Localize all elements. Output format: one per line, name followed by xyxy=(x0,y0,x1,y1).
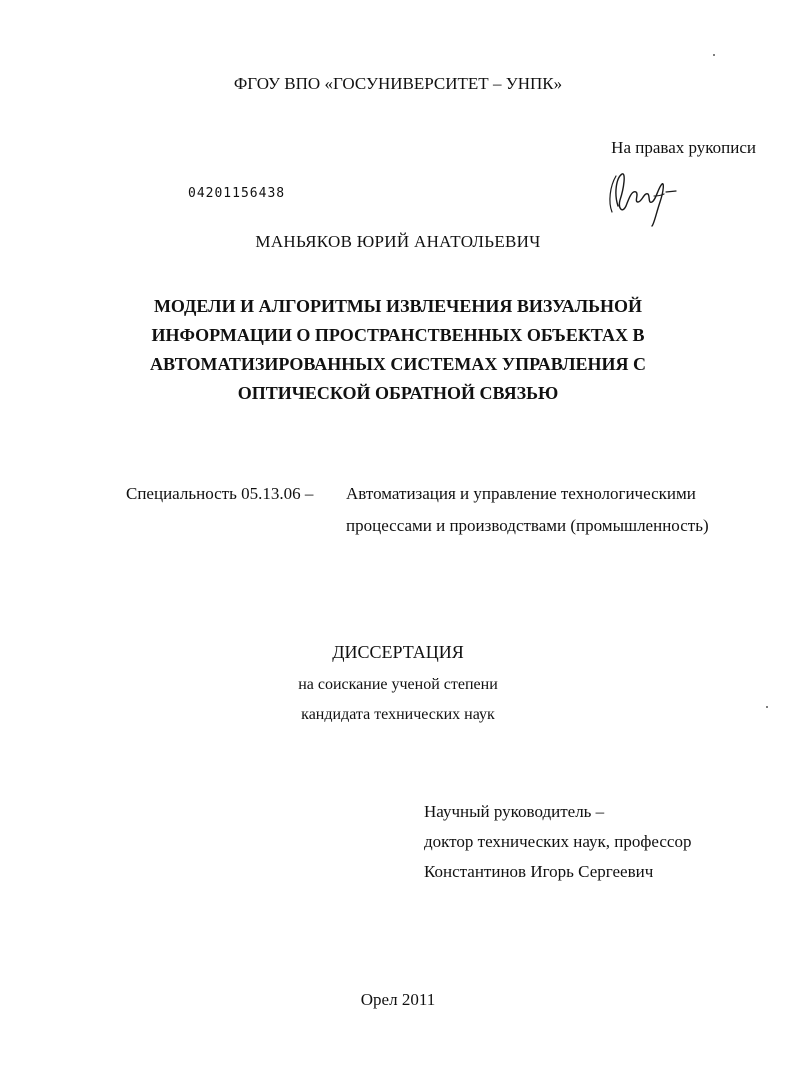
dissertation-title xyxy=(0,292,796,408)
specialty-description-line2: процессами и производствами (промышленность) xyxy=(346,516,709,535)
supervisor-role: Научный руководитель – xyxy=(424,802,605,821)
scan-speck xyxy=(713,54,715,56)
title-line: ИНФОРМАЦИИ О ПРОСТРАНСТВЕННЫХ ОБЪЕКТАХ В xyxy=(151,325,645,345)
author-name: МАНЬЯКОВ ЮРИЙ АНАТОЛЬЕВИЧ xyxy=(255,232,541,251)
specialty-label: Специальность 05.13.06 – xyxy=(126,484,314,503)
degree-line2: кандидата технических наук xyxy=(301,706,495,723)
supervisor-credentials: доктор технических наук, профессор xyxy=(424,832,692,851)
title-line: АВТОМАТИЗИРОВАННЫХ СИСТЕМАХ УПРАВЛЕНИЯ С xyxy=(149,354,647,374)
specialty-description-line1: Автоматизация и управление технологическими xyxy=(346,484,696,503)
rights-note: На правах рукописи xyxy=(611,138,756,157)
title-line: МОДЕЛИ И АЛГОРИТМЫ ИЗВЛЕЧЕНИЯ ВИЗУАЛЬНОЙ xyxy=(153,296,643,316)
document-type: ДИССЕРТАЦИЯ xyxy=(332,642,464,662)
title-line: ОПТИЧЕСКОЙ ОБРАТНОЙ СВЯЗЬЮ xyxy=(237,383,559,403)
degree-line1: на соискание ученой степени xyxy=(298,676,498,693)
supervisor-name: Константинов Игорь Сергеевич xyxy=(424,862,654,881)
city-year: Орел 2011 xyxy=(360,990,436,1009)
catalog-number: 04201156438 xyxy=(188,186,286,201)
signature-image xyxy=(604,166,682,228)
institution-name: ФГОУ ВПО «ГОСУНИВЕРСИТЕТ – УНПК» xyxy=(233,74,563,93)
scan-speck xyxy=(766,706,768,708)
